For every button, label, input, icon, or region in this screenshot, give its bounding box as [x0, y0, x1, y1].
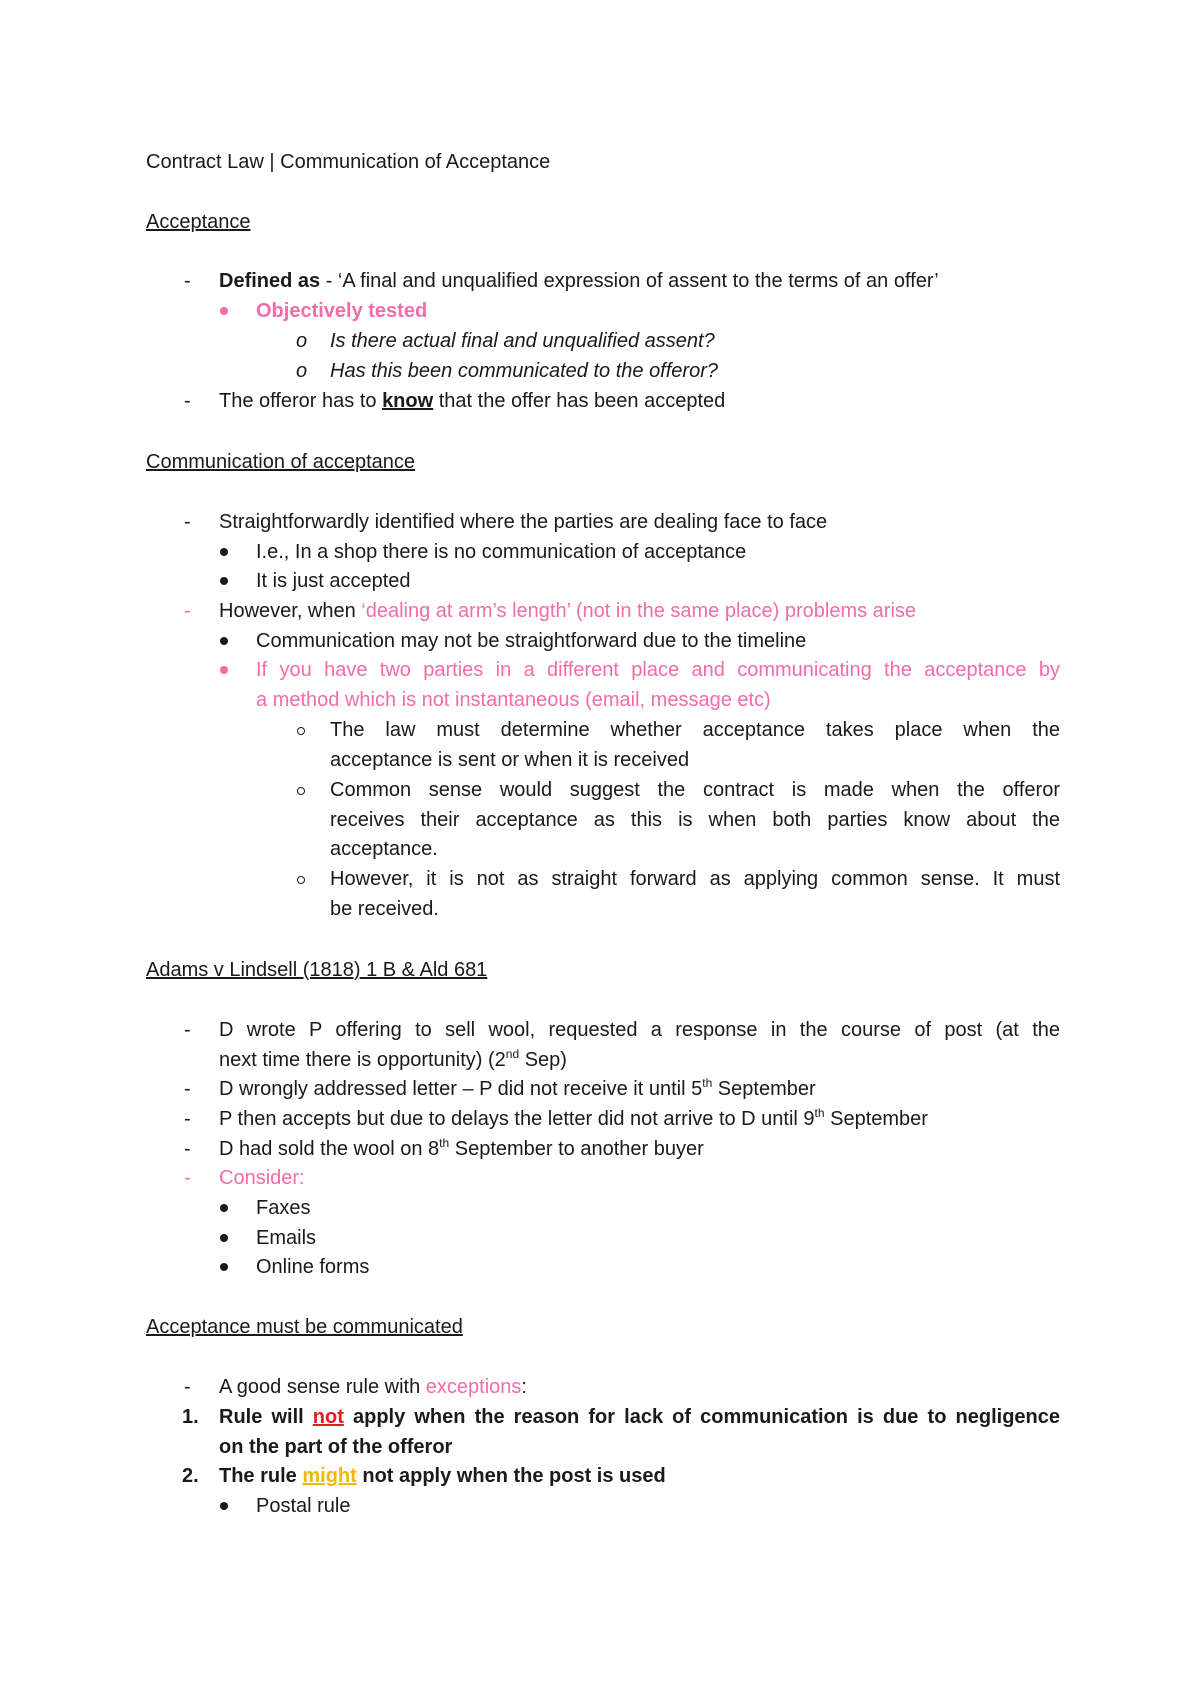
list-number: 2. [182, 1465, 199, 1487]
case-line-4-post: September to another buyer [449, 1138, 704, 1160]
circle-item-1a: The law must determine whether acceptance takes place when the [330, 719, 1060, 741]
consider-item-emails: Emails [256, 1227, 317, 1249]
defined-text: - ‘A final and unqualified expression of assent to the terms of an offer’ [320, 270, 939, 292]
ordinal-suffix: th [814, 1106, 825, 1120]
bullet-icon [220, 307, 228, 315]
ordinal-suffix: nd [505, 1047, 520, 1061]
exception-2 [219, 1461, 666, 1491]
case-line-2 [219, 1074, 816, 1104]
consider-label: Consider: [219, 1167, 305, 1189]
consider-item-faxes: Faxes [256, 1197, 311, 1219]
case-line-4-pre: D had sold the wool on 8 [219, 1138, 440, 1160]
exception-1-not: not [312, 1406, 344, 1428]
comm-bullet-4a: If you have two parties in a different place and communicating the acceptance by [256, 659, 1060, 681]
dash-marker: - [184, 511, 191, 533]
case-line-1b-post: Sep) [519, 1049, 567, 1071]
know-line [219, 386, 725, 416]
know-pre: The offeror has to [219, 390, 383, 412]
comm-line-1: Straightforwardly identified where the parties are dealing face to face [219, 511, 828, 533]
circle-item-3a: However, it is not as straight forward as applying common sense. It must [330, 868, 1060, 890]
exceptions-line [219, 1372, 527, 1402]
case-line-2-pre: D wrongly addressed letter – P did not receive it until 5 [219, 1078, 703, 1100]
dash-marker: - [184, 1138, 191, 1160]
circle-item-2c: acceptance. [330, 838, 438, 860]
exception-1-pre: Rule will [219, 1406, 313, 1428]
heading-case: Adams v Lindsell (1818) 1 B & Ald 681 [146, 959, 488, 981]
exception-2-post: not apply when the post is used [356, 1465, 666, 1487]
defined-as-line [219, 266, 939, 296]
bullet-icon [220, 548, 228, 556]
ordinal-suffix: th [439, 1136, 450, 1150]
heading-must-communicate: Acceptance must be communicated [146, 1316, 463, 1338]
bullet-icon [220, 1234, 228, 1242]
exception-2-pre: The rule [219, 1465, 303, 1487]
sub-bullet-icon [297, 727, 305, 735]
case-line-1a: D wrote P offering to sell wool, requested a response in the course of post (at the [219, 1019, 1060, 1041]
sub-bullet-icon: o [296, 360, 308, 382]
dash-marker: - [184, 1108, 191, 1130]
case-line-3-post: September [824, 1108, 928, 1130]
postal-rule: Postal rule [256, 1495, 351, 1517]
list-number: 1. [182, 1406, 199, 1428]
exception-1a [219, 1402, 1060, 1432]
comm-bullet-3: Communication may not be straightforward due to the timeline [256, 630, 807, 652]
case-line-1b [219, 1045, 567, 1075]
exceptions-pre: A good sense rule with [219, 1376, 426, 1398]
case-line-3-pre: P then accepts but due to delays the letter did not arrive to D until 9 [219, 1108, 815, 1130]
sub-bullet-icon [297, 787, 305, 795]
circle-item-3b: be received. [330, 898, 439, 920]
comm-bullet-4b: a method which is not instantaneous (email, message etc) [256, 689, 771, 711]
heading-communication: Communication of acceptance [146, 451, 416, 473]
exception-2-might: might [302, 1465, 357, 1487]
case-line-2-post: September [712, 1078, 816, 1100]
exception-1b: on the part of the offeror [219, 1436, 453, 1458]
circle-item-2b: receives their acceptance as this is when both parties know about the [330, 809, 1060, 831]
question-2: Has this been communicated to the offeror? [330, 360, 718, 382]
defined-label: Defined as [219, 270, 321, 292]
ordinal-suffix: th [702, 1076, 713, 1090]
case-line-1b-pre: next time there is opportunity) (2 [219, 1049, 506, 1071]
case-line-4 [219, 1134, 704, 1164]
bullet-icon [220, 666, 228, 674]
exceptions-post: : [521, 1376, 527, 1398]
dash-marker: - [184, 270, 191, 292]
consider-item-forms: Online forms [256, 1256, 370, 1278]
know-word: know [382, 390, 434, 412]
document-title: Contract Law | Communication of Acceptance [146, 151, 551, 173]
dash-marker: - [184, 390, 191, 412]
comm-bullet-2: It is just accepted [256, 570, 411, 592]
objectively-tested: Objectively tested [256, 300, 428, 322]
sub-bullet-icon: o [296, 330, 308, 352]
sub-bullet-icon [297, 876, 305, 884]
dash-marker: - [184, 1167, 191, 1189]
comm-line-2-pink: ‘dealing at arm’s length’ (not in the same place) problems arise [361, 600, 917, 622]
heading-acceptance: Acceptance [146, 211, 251, 233]
exceptions-word: exceptions [425, 1376, 522, 1398]
dash-marker: - [184, 1078, 191, 1100]
bullet-icon [220, 577, 228, 585]
comm-line-2 [219, 596, 916, 626]
circle-item-1b: acceptance is sent or when it is received [330, 749, 690, 771]
know-post: that the offer has been accepted [433, 390, 726, 412]
bullet-icon [220, 1263, 228, 1271]
bullet-icon [220, 1502, 228, 1510]
comm-bullet-1: I.e., In a shop there is no communication of acceptance [256, 541, 747, 563]
circle-item-2a: Common sense would suggest the contract is made when the offeror [330, 779, 1060, 801]
bullet-icon [220, 1204, 228, 1212]
dash-marker: - [184, 1376, 191, 1398]
comm-line-2-pre: However, when [219, 600, 362, 622]
question-1: Is there actual final and unqualified assent? [330, 330, 715, 352]
exception-1-post: apply when the reason for lack of communication is due to negligence [343, 1406, 1060, 1428]
dash-marker: - [184, 600, 191, 622]
dash-marker: - [184, 1019, 191, 1041]
bullet-icon [220, 637, 228, 645]
case-line-3 [219, 1104, 928, 1134]
